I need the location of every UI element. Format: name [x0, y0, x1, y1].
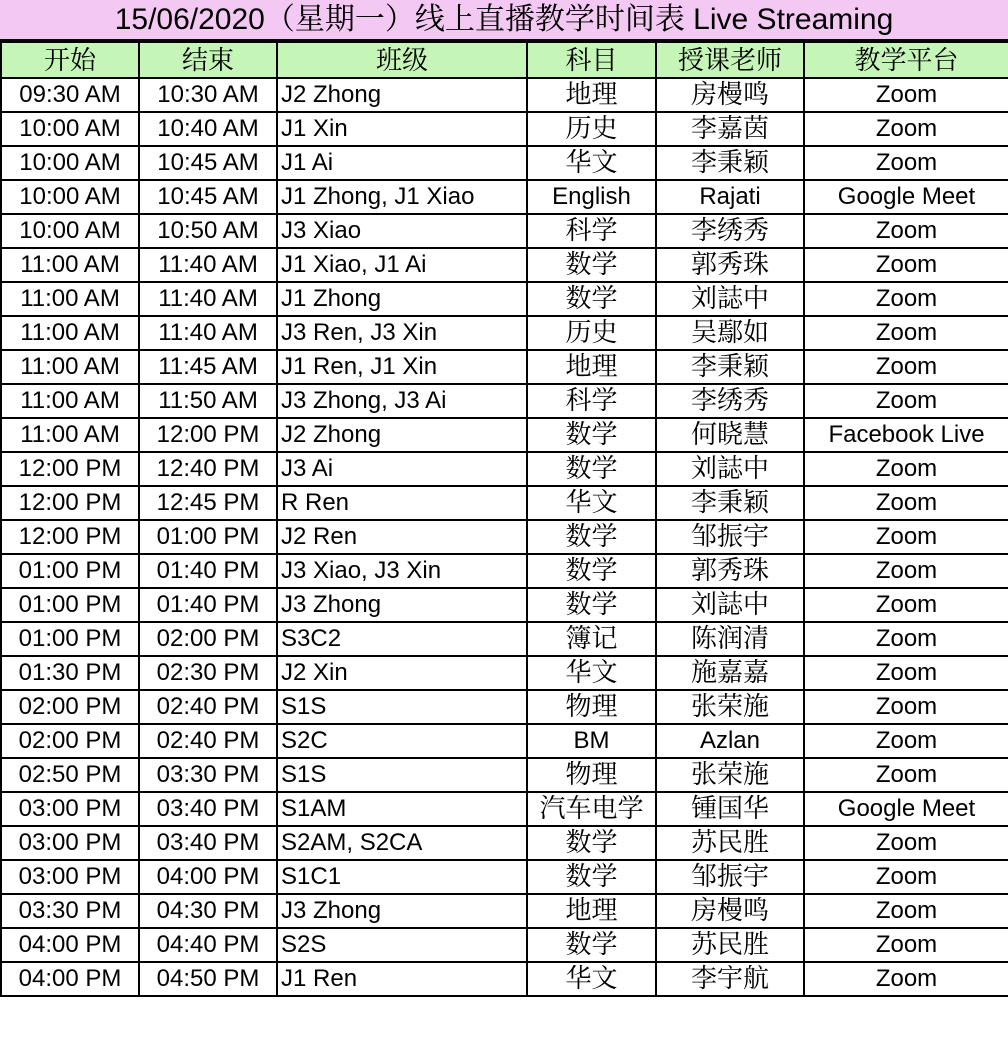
cell-platform: Google Meet [804, 180, 1008, 214]
cell-class: J2 Zhong [277, 418, 527, 452]
table-row [1, 792, 1008, 826]
cell-teacher: 锺国华 [656, 792, 804, 826]
table-row [1, 112, 1008, 146]
cell-teacher: 房槾鸣 [656, 894, 804, 928]
cell-start: 11:00 AM [1, 248, 139, 282]
cell-platform: Zoom [804, 78, 1008, 112]
cell-class: J3 Zhong, J3 Ai [277, 384, 527, 418]
cell-start: 11:00 AM [1, 282, 139, 316]
cell-teacher: 张荣施 [656, 690, 804, 724]
cell-end: 01:40 PM [139, 554, 277, 588]
cell-platform: Zoom [804, 486, 1008, 520]
cell-platform: Google Meet [804, 792, 1008, 826]
cell-platform: Zoom [804, 384, 1008, 418]
table-row [1, 894, 1008, 928]
cell-start: 10:00 AM [1, 180, 139, 214]
cell-start: 03:00 PM [1, 826, 139, 860]
cell-subject: 数学 [527, 928, 656, 962]
cell-end: 02:30 PM [139, 656, 277, 690]
table-row [1, 758, 1008, 792]
cell-platform: Zoom [804, 656, 1008, 690]
cell-subject: 物理 [527, 690, 656, 724]
cell-subject: 簿记 [527, 622, 656, 656]
cell-teacher: 李绣秀 [656, 214, 804, 248]
cell-end: 01:00 PM [139, 520, 277, 554]
cell-start: 01:00 PM [1, 622, 139, 656]
cell-platform: Zoom [804, 452, 1008, 486]
header-teacher: 授课老师 [656, 42, 804, 78]
cell-teacher: 吴鄢如 [656, 316, 804, 350]
cell-platform: Zoom [804, 860, 1008, 894]
table-row [1, 78, 1008, 112]
cell-teacher: 李秉颖 [656, 146, 804, 180]
cell-class: J3 Ai [277, 452, 527, 486]
cell-end: 02:40 PM [139, 690, 277, 724]
cell-end: 11:40 AM [139, 248, 277, 282]
header-class: 班级 [277, 42, 527, 78]
cell-class: J1 Xin [277, 112, 527, 146]
cell-teacher: 张荣施 [656, 758, 804, 792]
cell-teacher: 何晓慧 [656, 418, 804, 452]
table-row [1, 520, 1008, 554]
cell-class: S3C2 [277, 622, 527, 656]
cell-teacher: 刘誌中 [656, 282, 804, 316]
table-row [1, 316, 1008, 350]
cell-class: J3 Xiao, J3 Xin [277, 554, 527, 588]
cell-teacher: 郭秀珠 [656, 248, 804, 282]
cell-platform: Zoom [804, 826, 1008, 860]
cell-start: 11:00 AM [1, 316, 139, 350]
cell-teacher: 施嘉嘉 [656, 656, 804, 690]
cell-start: 12:00 PM [1, 520, 139, 554]
cell-start: 10:00 AM [1, 146, 139, 180]
cell-subject: 华文 [527, 146, 656, 180]
cell-platform: Zoom [804, 248, 1008, 282]
table-row [1, 350, 1008, 384]
cell-class: S2C [277, 724, 527, 758]
table-row [1, 588, 1008, 622]
cell-end: 11:40 AM [139, 282, 277, 316]
cell-class: J1 Ren, J1 Xin [277, 350, 527, 384]
cell-platform: Zoom [804, 928, 1008, 962]
table-row [1, 554, 1008, 588]
cell-end: 10:50 AM [139, 214, 277, 248]
cell-start: 03:30 PM [1, 894, 139, 928]
cell-subject: 数学 [527, 418, 656, 452]
cell-start: 01:00 PM [1, 588, 139, 622]
cell-subject: 科学 [527, 384, 656, 418]
cell-start: 12:00 PM [1, 486, 139, 520]
cell-subject: 数学 [527, 554, 656, 588]
table-row [1, 452, 1008, 486]
cell-platform: Zoom [804, 112, 1008, 146]
cell-start: 03:00 PM [1, 860, 139, 894]
cell-start: 04:00 PM [1, 962, 139, 996]
cell-subject: 数学 [527, 520, 656, 554]
cell-start: 02:50 PM [1, 758, 139, 792]
cell-subject: 地理 [527, 894, 656, 928]
cell-class: J3 Zhong [277, 894, 527, 928]
cell-teacher: 李宇航 [656, 962, 804, 996]
table-row [1, 214, 1008, 248]
cell-start: 01:30 PM [1, 656, 139, 690]
cell-subject: BM [527, 724, 656, 758]
header-start: 开始 [1, 42, 139, 78]
cell-start: 11:00 AM [1, 418, 139, 452]
cell-teacher: 苏民胜 [656, 826, 804, 860]
table-row [1, 826, 1008, 860]
table-row [1, 486, 1008, 520]
cell-class: J2 Zhong [277, 78, 527, 112]
cell-class: J3 Ren, J3 Xin [277, 316, 527, 350]
cell-class: J3 Xiao [277, 214, 527, 248]
cell-class: S1AM [277, 792, 527, 826]
table-row [1, 248, 1008, 282]
cell-platform: Zoom [804, 316, 1008, 350]
cell-start: 12:00 PM [1, 452, 139, 486]
table-row [1, 622, 1008, 656]
cell-platform: Zoom [804, 214, 1008, 248]
header-end: 结束 [139, 42, 277, 78]
table-row [1, 384, 1008, 418]
header-subject: 科目 [527, 42, 656, 78]
cell-subject: English [527, 180, 656, 214]
cell-subject: 历史 [527, 112, 656, 146]
cell-start: 10:00 AM [1, 112, 139, 146]
cell-teacher: 刘誌中 [656, 452, 804, 486]
timetable [0, 41, 1008, 997]
cell-subject: 物理 [527, 758, 656, 792]
cell-platform: Zoom [804, 894, 1008, 928]
table-row [1, 180, 1008, 214]
cell-end: 12:40 PM [139, 452, 277, 486]
cell-end: 11:50 AM [139, 384, 277, 418]
cell-class: S1S [277, 758, 527, 792]
cell-class: S2AM, S2CA [277, 826, 527, 860]
cell-teacher: 郭秀珠 [656, 554, 804, 588]
cell-start: 02:00 PM [1, 690, 139, 724]
cell-teacher: 李绣秀 [656, 384, 804, 418]
table-row [1, 418, 1008, 452]
cell-end: 10:30 AM [139, 78, 277, 112]
cell-subject: 华文 [527, 962, 656, 996]
cell-platform: Zoom [804, 282, 1008, 316]
cell-teacher: 李秉颖 [656, 350, 804, 384]
cell-teacher: Rajati [656, 180, 804, 214]
cell-platform: Zoom [804, 520, 1008, 554]
table-row [1, 656, 1008, 690]
cell-platform: Zoom [804, 724, 1008, 758]
cell-end: 10:40 AM [139, 112, 277, 146]
cell-end: 03:30 PM [139, 758, 277, 792]
cell-end: 11:40 AM [139, 316, 277, 350]
cell-class: J1 Zhong [277, 282, 527, 316]
cell-platform: Zoom [804, 146, 1008, 180]
cell-subject: 华文 [527, 486, 656, 520]
cell-teacher: 邹振宇 [656, 860, 804, 894]
table-row [1, 962, 1008, 996]
cell-end: 04:50 PM [139, 962, 277, 996]
cell-class: J2 Ren [277, 520, 527, 554]
table-row [1, 860, 1008, 894]
cell-platform: Zoom [804, 962, 1008, 996]
cell-subject: 历史 [527, 316, 656, 350]
cell-teacher: 李嘉茵 [656, 112, 804, 146]
cell-end: 03:40 PM [139, 826, 277, 860]
cell-start: 03:00 PM [1, 792, 139, 826]
cell-teacher: 陈润清 [656, 622, 804, 656]
table-row [1, 724, 1008, 758]
cell-platform: Zoom [804, 554, 1008, 588]
cell-class: J2 Xin [277, 656, 527, 690]
cell-class: J1 Xiao, J1 Ai [277, 248, 527, 282]
cell-start: 02:00 PM [1, 724, 139, 758]
cell-start: 01:00 PM [1, 554, 139, 588]
cell-start: 10:00 AM [1, 214, 139, 248]
cell-end: 10:45 AM [139, 146, 277, 180]
header-platform: 教学平台 [804, 42, 1008, 78]
cell-platform: Zoom [804, 690, 1008, 724]
cell-class: J1 Zhong, J1 Xiao [277, 180, 527, 214]
cell-class: S1C1 [277, 860, 527, 894]
cell-subject: 地理 [527, 78, 656, 112]
cell-end: 02:40 PM [139, 724, 277, 758]
cell-subject: 科学 [527, 214, 656, 248]
cell-end: 04:30 PM [139, 894, 277, 928]
cell-end: 03:40 PM [139, 792, 277, 826]
header-row [1, 42, 1008, 78]
cell-end: 01:40 PM [139, 588, 277, 622]
cell-subject: 地理 [527, 350, 656, 384]
cell-platform: Zoom [804, 758, 1008, 792]
cell-end: 12:45 PM [139, 486, 277, 520]
cell-end: 02:00 PM [139, 622, 277, 656]
cell-class: S2S [277, 928, 527, 962]
cell-subject: 数学 [527, 282, 656, 316]
cell-end: 04:40 PM [139, 928, 277, 962]
cell-start: 04:00 PM [1, 928, 139, 962]
cell-subject: 汽车电学 [527, 792, 656, 826]
cell-start: 11:00 AM [1, 384, 139, 418]
cell-class: S1S [277, 690, 527, 724]
cell-subject: 华文 [527, 656, 656, 690]
cell-end: 04:00 PM [139, 860, 277, 894]
cell-class: J3 Zhong [277, 588, 527, 622]
cell-end: 10:45 AM [139, 180, 277, 214]
cell-class: R Ren [277, 486, 527, 520]
table-row [1, 690, 1008, 724]
table-row [1, 928, 1008, 962]
table-row [1, 146, 1008, 180]
cell-subject: 数学 [527, 588, 656, 622]
cell-platform: Zoom [804, 588, 1008, 622]
cell-teacher: 房槾鸣 [656, 78, 804, 112]
cell-start: 11:00 AM [1, 350, 139, 384]
cell-teacher: 邹振宇 [656, 520, 804, 554]
cell-end: 12:00 PM [139, 418, 277, 452]
cell-subject: 数学 [527, 826, 656, 860]
cell-class: J1 Ai [277, 146, 527, 180]
cell-subject: 数学 [527, 248, 656, 282]
table-row [1, 282, 1008, 316]
page-title: 15/06/2020（星期一）线上直播教学时间表 Live Streaming [0, 0, 1008, 41]
cell-start: 09:30 AM [1, 78, 139, 112]
cell-platform: Zoom [804, 622, 1008, 656]
cell-end: 11:45 AM [139, 350, 277, 384]
cell-teacher: 刘誌中 [656, 588, 804, 622]
cell-platform: Facebook Live [804, 418, 1008, 452]
cell-subject: 数学 [527, 452, 656, 486]
cell-platform: Zoom [804, 350, 1008, 384]
cell-teacher: Azlan [656, 724, 804, 758]
cell-subject: 数学 [527, 860, 656, 894]
cell-teacher: 苏民胜 [656, 928, 804, 962]
cell-class: J1 Ren [277, 962, 527, 996]
cell-teacher: 李秉颖 [656, 486, 804, 520]
